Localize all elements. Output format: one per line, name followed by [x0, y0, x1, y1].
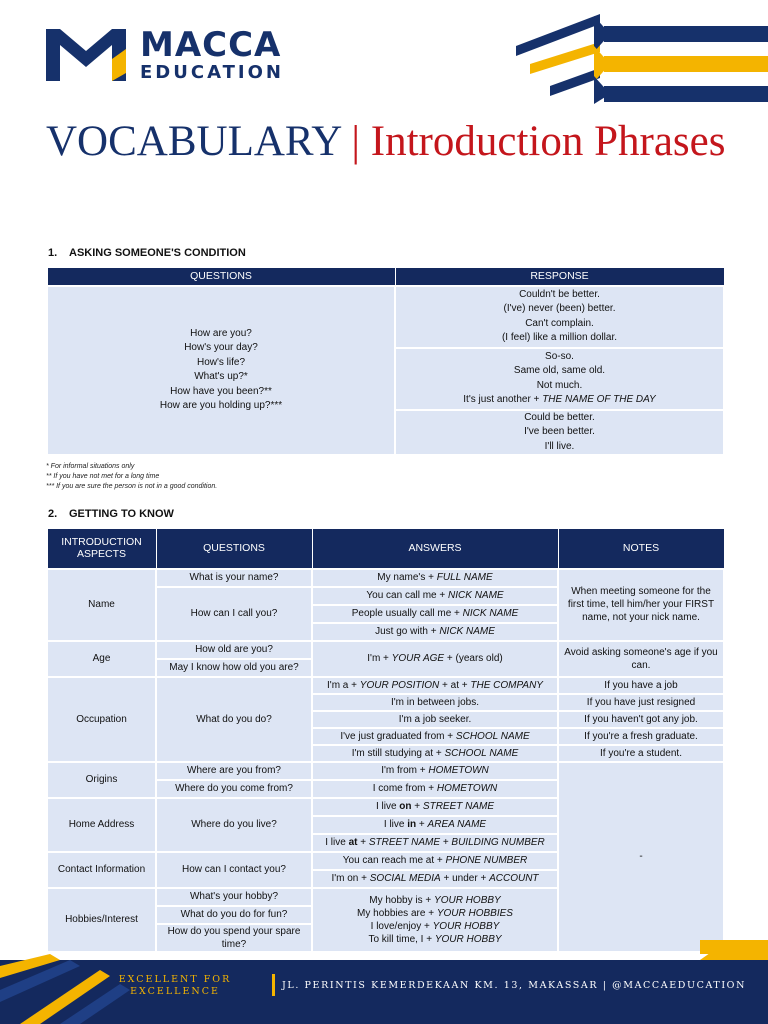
brand-name: MACCA	[140, 25, 282, 65]
answer-cell: I live on + STREET NAME	[312, 798, 558, 816]
answer-cell: I'm a job seeker.	[312, 711, 558, 728]
aspect-cell: Home Address	[47, 798, 156, 852]
footer-address: JL. PERINTIS KEMERDEKAAN KM. 13, MAKASSAR | @MACCAEDUCATION	[282, 980, 746, 991]
answer-cell: People usually call me + NICK NAME	[312, 605, 558, 623]
brand-subtitle: EDUCATION	[140, 62, 284, 83]
macca-logo-mark-icon	[46, 29, 128, 81]
answer-cell: I'm still studying at + SCHOOL NAME	[312, 745, 558, 762]
responses-cell: So-so. Same old, same old. Not much. It's just another + THE NAME OF THE DAY	[395, 348, 724, 410]
note-cell: If you have a job	[558, 677, 724, 694]
aspect-cell: Hobbies/Interest	[47, 888, 156, 952]
question-cell: How old are you?	[156, 641, 312, 659]
question-cell: Where do you live?	[156, 798, 312, 852]
footnotes: * For informal situations only ** If you have not met for a long time *** If you are sure the person is not in a good condition.	[46, 463, 218, 490]
answer-cell: Just go with + NICK NAME	[312, 623, 558, 641]
answer-cell: My name's + FULL NAME	[312, 569, 558, 587]
decorative-stripes-icon	[510, 12, 768, 104]
note-cell: If you're a fresh graduate.	[558, 728, 724, 745]
aspect-cell: Contact Information	[47, 852, 156, 888]
questions-cell: How are you? How's your day? How's life? What's up?* How have you been?** How are you holding up?***	[47, 286, 395, 456]
answer-cell: I'm + YOUR AGE + (years old)	[312, 641, 558, 677]
column-header: QUESTIONS	[156, 529, 312, 569]
note-cell: Avoid asking someone's age if you can.	[558, 641, 724, 677]
responses-cell: Couldn't be better. (I've) never (been) better. Can't complain. (I feel) like a million dollar.	[395, 286, 724, 348]
answer-cell: I'm a + YOUR POSITION + at + THE COMPANY	[312, 677, 558, 694]
note-cell: -	[558, 762, 724, 952]
footer-divider	[272, 974, 275, 996]
section-1-heading: 1. ASKING SOMEONE'S CONDITION	[48, 247, 246, 259]
aspect-cell: Age	[47, 641, 156, 677]
answer-cell: I'm on + SOCIAL MEDIA + under + ACCOUNT	[312, 870, 558, 888]
aspect-cell: Origins	[47, 762, 156, 798]
question-cell: What do you do?	[156, 677, 312, 762]
section-2-heading: 2. GETTING TO KNOW	[48, 508, 174, 520]
note-cell: When meeting someone for the first time, tell him/her your FIRST name, not your nick name.	[558, 569, 724, 641]
column-header: INTRODUCTION ASPECTS	[47, 529, 156, 569]
column-header: NOTES	[558, 529, 724, 569]
question-cell: May I know how old you are?	[156, 659, 312, 677]
answer-cell: I'm in between jobs.	[312, 694, 558, 711]
question-cell: Where are you from?	[156, 762, 312, 780]
aspect-cell: Occupation	[47, 677, 156, 762]
question-cell: Where do you come from?	[156, 780, 312, 798]
question-cell: What is your name?	[156, 569, 312, 587]
answer-cell: I live at + STREET NAME + BUILDING NUMBER	[312, 834, 558, 852]
note-cell: If you haven't got any job.	[558, 711, 724, 728]
page-title: VOCABULARY | Introduction Phrases	[46, 118, 726, 165]
column-header: QUESTIONS	[47, 268, 395, 286]
question-cell: How can I call you?	[156, 587, 312, 641]
answer-cell: You can reach me at + PHONE NUMBER	[312, 852, 558, 870]
question-cell: What's your hobby?	[156, 888, 312, 906]
question-cell: How do you spend your spare time?	[156, 924, 312, 952]
responses-cell: Could be better. I've been better. I'll live.	[395, 410, 724, 456]
footer-slogan: EXCELLENT FOR EXCELLENCE	[118, 974, 232, 997]
answer-cell: I come from + HOMETOWN	[312, 780, 558, 798]
getting-to-know-table	[46, 528, 725, 953]
question-cell: How can I contact you?	[156, 852, 312, 888]
answer-cell: I've just graduated from + SCHOOL NAME	[312, 728, 558, 745]
question-cell: What do you do for fun?	[156, 906, 312, 924]
answer-cell: I'm from + HOMETOWN	[312, 762, 558, 780]
note-cell: If you're a student.	[558, 745, 724, 762]
column-header: ANSWERS	[312, 529, 558, 569]
note-cell: If you have just resigned	[558, 694, 724, 711]
column-header: RESPONSE	[395, 268, 724, 286]
answer-cell: My hobby is + YOUR HOBBY My hobbies are + YOUR HOBBIES I love/enjoy + YOUR HOBBY To kill time, I + YOUR HOBBY	[312, 888, 558, 952]
answer-cell: I live in + AREA NAME	[312, 816, 558, 834]
answer-cell: You can call me + NICK NAME	[312, 587, 558, 605]
macca-logo	[46, 25, 284, 83]
condition-table	[46, 267, 725, 456]
aspect-cell: Name	[47, 569, 156, 641]
